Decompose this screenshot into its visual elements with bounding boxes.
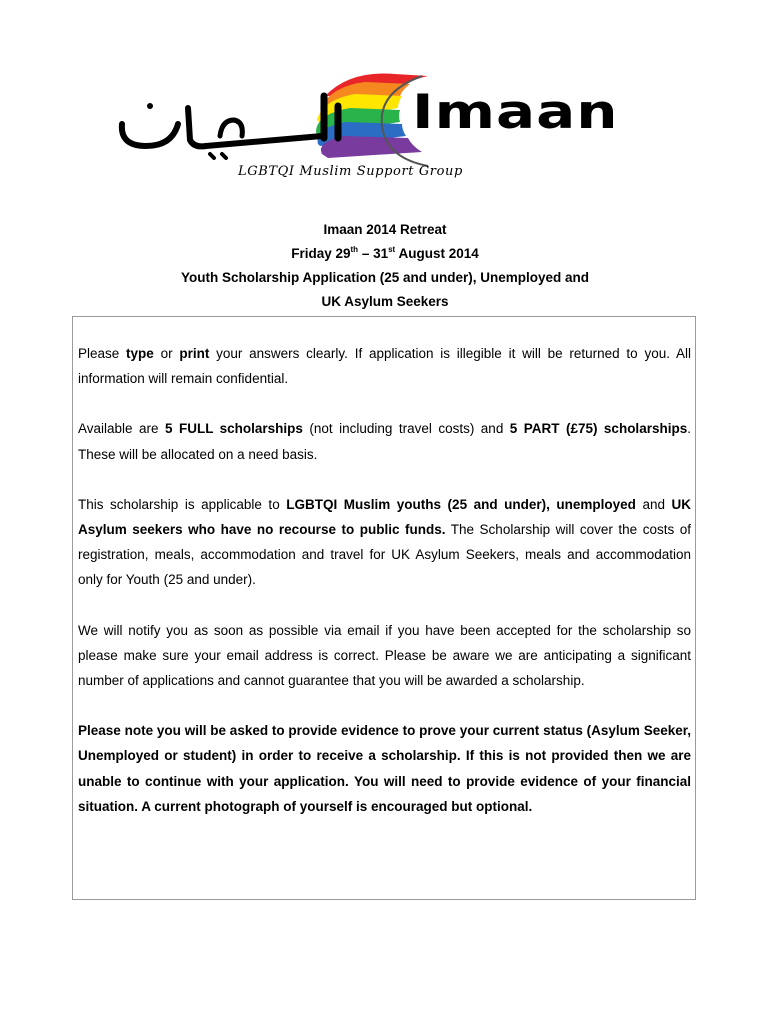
heading-dates: Friday 29th – 31st August 2014 <box>291 244 479 261</box>
imaan-wordmark: Imaan <box>412 83 619 140</box>
paragraph-availability: Available are 5 FULL scholarships (not including travel costs) and 5 PART (£75) scholarships. These will be allocated on a need basis. <box>78 421 691 462</box>
info-box-content <box>78 341 691 819</box>
imaan-logo <box>110 66 670 186</box>
paragraph-instructions: Please type or print your answers clearly. If application is illegible it will be returned to you. All information will remain confidential. <box>78 346 691 387</box>
paragraph-eligibility: This scholarship is applicable to LGBTQI Muslim youths (25 and under), unemployed and UK Asylum seekers who have no recourse to public funds. The Scholarship will cover the costs of registration, meals, accommodation and travel for UK Asylum Seekers, meals and accommodation only for Youth (25 and under). <box>78 496 691 588</box>
paragraph-notification: We will notify you as soon as possible via email if you have been accepted for the scholarship so please make sure your email address is correct. Please be aware we are anticipating a significant number of applications and cannot guarantee that you will be awarded a scholarship. <box>78 622 691 689</box>
scholarship-info-box <box>72 316 696 900</box>
heading-scholarship-subtitle: UK Asylum Seekers <box>321 294 449 309</box>
logo-tagline: LGBTQI Muslim Support Group <box>238 164 463 179</box>
arabic-script <box>122 96 338 158</box>
heading-retreat-title: Imaan 2014 Retreat <box>323 222 447 237</box>
heading-scholarship-title: Youth Scholarship Application (25 and under), Unemployed and <box>180 270 590 285</box>
paragraph-evidence-note: Please note you will be asked to provide evidence to prove your current status (Asylum Seeker, Unemployed or student) in order to receive a scholarship. If this is not provided then we are unable to continue with your application. You will need to provide evidence of your financial situation. A current photograph of yourself is encouraged but optional. <box>78 723 691 814</box>
document-heading <box>0 218 770 314</box>
